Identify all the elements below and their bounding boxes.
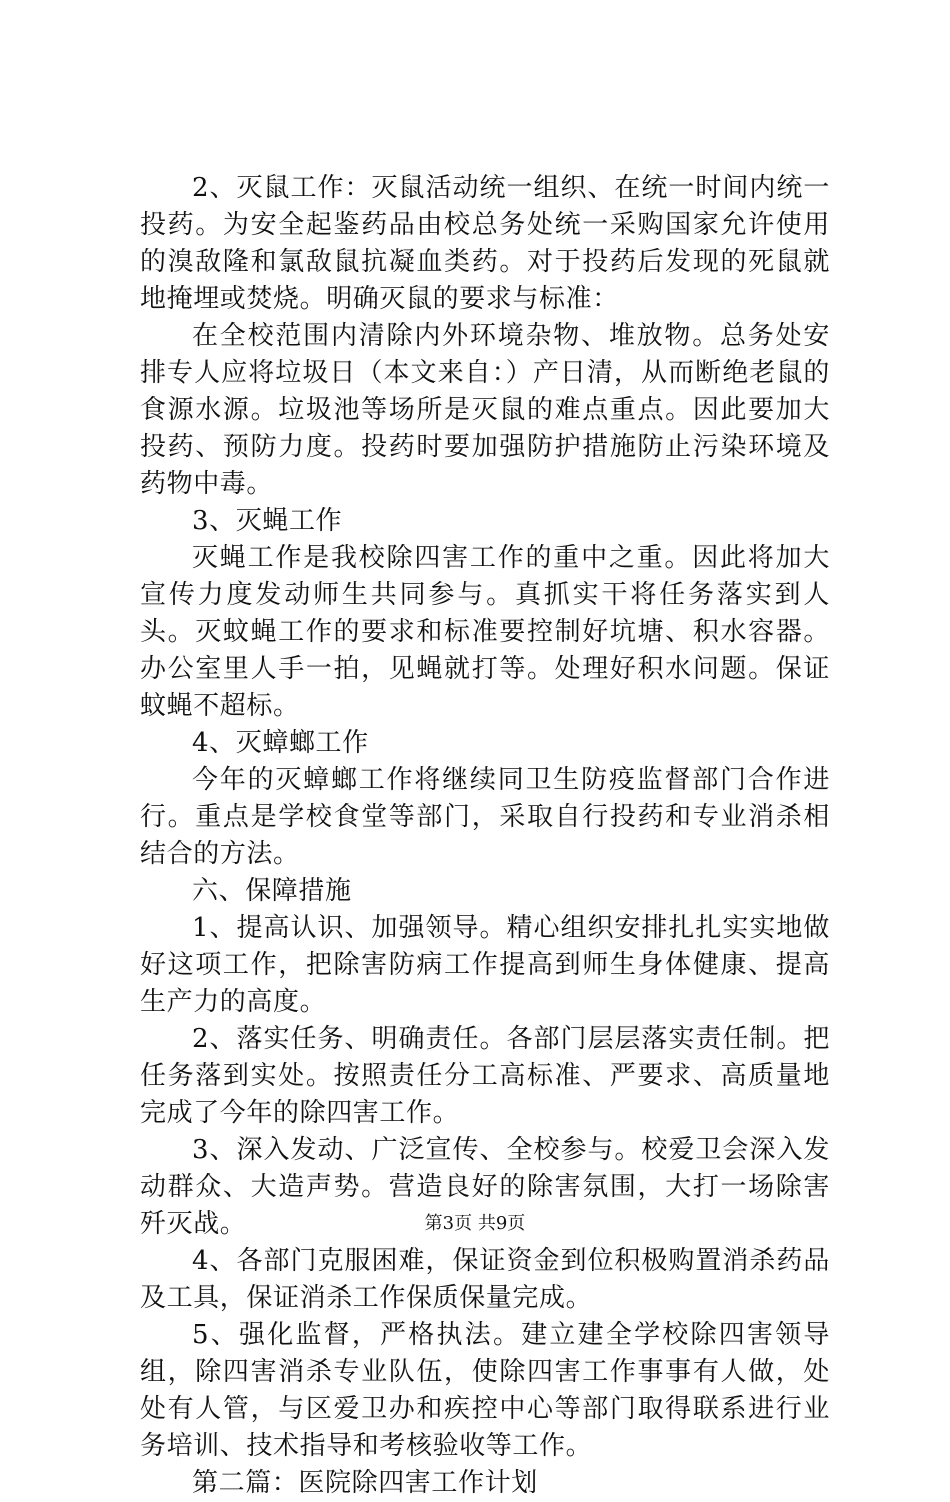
paragraph-measure-4: 4、各部门克服困难，保证资金到位积极购置消杀药品及工具，保证消杀工作保质保量完成。 xyxy=(140,1246,830,1313)
paragraph-rodent-standards: 在全校范围内清除内外环境杂物、堆放物。总务处安排专人应将垃圾日（本文来自：）产日清，从而断绝老鼠的食源水源。垃圾池等场所是灭鼠的难点重点。因此要加大投药、预防力度。投药时要加强防护措施防止污染环境及药物中毒。 xyxy=(140,321,830,499)
heading-safeguard-measures: 六、保障措施 xyxy=(192,876,352,906)
paragraph-measure-5: 5、强化监督，严格执法。建立建全学校除四害领导组，除四害消杀专业队伍，使除四害工作事事有人做，处处有人管，与区爱卫办和疾控中心等部门取得联系进行业务培训、技术指导和考核验收等工作。 xyxy=(140,1320,830,1461)
paragraph-fly-control: 灭蝇工作是我校除四害工作的重中之重。因此将加大宣传力度发动师生共同参与。真抓实干将任务落实到人头。灭蚊蝇工作的要求和标准要控制好坑塘、积水容器。办公室里人手一拍，见蝇就打等。处理好积水问题。保证蚊蝇不超标。 xyxy=(140,543,830,721)
paragraph-cockroach-control: 今年的灭蟑螂工作将继续同卫生防疫监督部门合作进行。重点是学校食堂等部门，采取自行投药和专业消杀相结合的方法。 xyxy=(140,765,830,869)
heading-fly-control: 3、灭蝇工作 xyxy=(192,506,343,536)
paragraph-measure-1: 1、提高认识、加强领导。精心组织安排扎扎实实地做好这项工作，把除害防病工作提高到师生身体健康、提高生产力的高度。 xyxy=(140,913,830,1017)
paragraph-measure-3: 3、深入发动、广泛宣传、全校参与。校爱卫会深入发动群众、大造声势。营造良好的除害氛围，大打一场除害歼灭战。 xyxy=(140,1135,830,1239)
paragraph-measure-2: 2、落实任务、明确责任。各部门层层落实责任制。把任务落到实处。按照责任分工高标准、严要求、高质量地完成了今年的除四害工作。 xyxy=(140,1024,830,1128)
document-body xyxy=(140,170,830,1502)
heading-second-article: 第二篇：医院除四害工作计划 xyxy=(192,1468,538,1498)
paragraph-rodent-control: 2、灭鼠工作：灭鼠活动统一组织、在统一时间内统一投药。为安全起鉴药品由校总务处统一采购国家允许使用的溴敌隆和氯敌鼠抗凝血类药。对于投药后发现的死鼠就地掩埋或焚烧。明确灭鼠的要求与标准： xyxy=(140,173,830,314)
heading-cockroach-control: 4、灭蟑螂工作 xyxy=(192,728,369,758)
page-number-footer: 第3页 共9页 xyxy=(424,1213,526,1234)
